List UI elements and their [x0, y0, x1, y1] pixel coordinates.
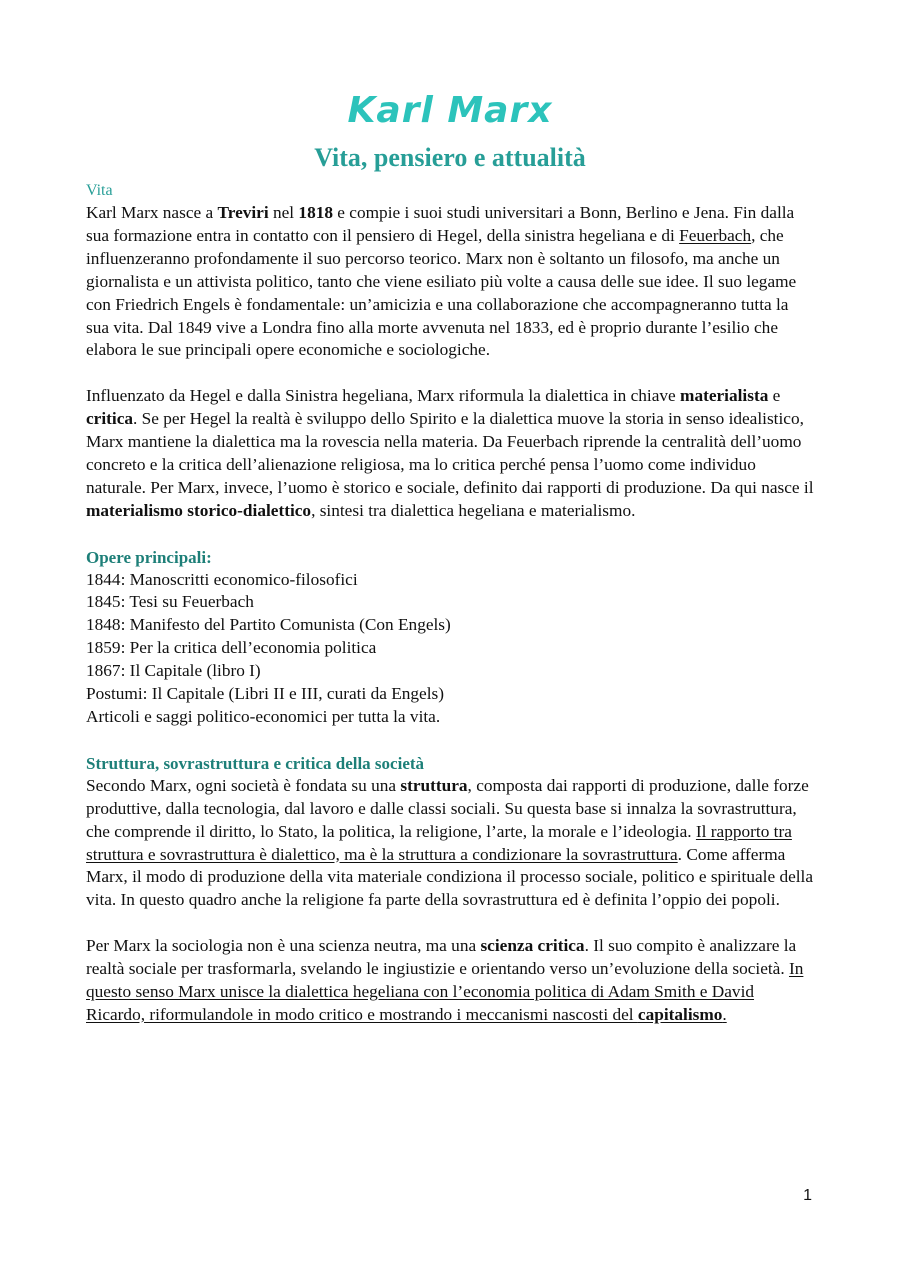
list-item: 1867: Il Capitale (libro I) [86, 661, 261, 681]
paragraph-vita-1: Karl Marx nasce a Treviri nel 1818 e compie i suoi studi universitari a Bonn, Berlino e Jena. Fin dalla sua formazione entra in contatto con il pensiero di Hegel, della sinistra hegeliana e di Feuerbach, che influenzeranno profondamente il suo percorso teorico. Marx non è soltanto un filosofo, ma anche un giornalista e un attivista politico, tanto che viene esiliato più volte a causa delle sue idee. Il suo legame con Friedrich Engels è fondamentale: un’amicizia e una collaborazione che accompagneranno tutta la sua vita. Dal 1849 vive a Londra fino alla morte avvenuta nel 1833, ed è proprio durante l’esilio che elabora le sue principali opere economiche e sociologiche. [86, 203, 797, 360]
underlined-rapporto: Il rapporto tra struttura e sovrastruttura è dialettico, ma è la struttura a condizionare la sovrastruttura [86, 821, 792, 864]
bold-critica: critica [86, 409, 134, 429]
bold-treviri: Treviri [217, 203, 269, 222]
bold-1818: 1818 [298, 203, 333, 222]
document-subtitle: Vita, pensiero e attualità [314, 143, 586, 172]
list-item: 1844: Manoscritti economico-filosofici [86, 569, 358, 589]
paragraph-struttura-2: Per Marx la sociologia non è una scienza neutra, ma una scienza critica. Il suo compito è analizzare la realtà sociale per trasformarla, svelando le ingiustizie e orientando verso un’evoluzione della società. In questo senso Marx unisce la dialettica hegeliana con l’economia politica di Adam Smith e David Ricardo, riformulandole in modo critico e mostrando i meccanismi nascosti del capitalismo. [86, 936, 804, 1024]
heading-struttura: Struttura, sovrastruttura e critica della società [86, 753, 425, 773]
underlined-conclusione: In questo senso Marx unisce la dialettica hegeliana con l’economia politica di Adam Smith e David Ricardo, riformulandole in modo critico e mostrando i meccanismi nascosti del capitalismo. [86, 959, 804, 1024]
document-title: Karl Marx [347, 90, 553, 131]
opere-list [86, 569, 814, 729]
list-item: Postumi: Il Capitale (Libri II e III, curati da Engels) [86, 684, 444, 704]
page-number: 1 [803, 1187, 812, 1204]
paragraph-vita-2: Influenzato da Hegel e dalla Sinistra hegeliana, Marx riformula la dialettica in chiave materialista e critica. Se per Hegel la realtà è sviluppo dello Spirito e la dialettica muove la storia in senso idealistico, Marx mantiene la dialettica ma la rovescia nella materia. Da Feuerbach riprende la centralità dell’uomo concreto e la critica dell’alienazione religiosa, ma lo critica perché pensa l’uomo come individuo naturale. Per Marx, invece, l’uomo è storico e sociale, definito dai rapporti di produzione. Da qui nasce il materialismo storico-dialettico, sintesi tra dialettica hegeliana e materialismo. [86, 386, 814, 520]
paragraph-struttura-1: Secondo Marx, ogni società è fondata su una struttura, composta dai rapporti di produzione, dalle forze produttive, dalla tecnologia, dal lavoro e dalle classi sociali. Su questa base si innalza la sovrastruttura, che comprende il diritto, lo Stato, la politica, la religione, l’arte, la morale e l’ideologia. Il rapporto tra struttura e sovrastruttura è dialettico, ma è la struttura a condizionare la sovrastruttura. Come afferma Marx, il modo di produzione della vita materiale condiziona il processo sociale, politico e spirituale della vita. In questo quadro anche la religione fa parte della sovrastruttura ed è definita l’oppio dei popoli. [86, 775, 814, 910]
list-item: 1845: Tesi su Feuerbach [86, 592, 254, 612]
list-item: 1848: Manifesto del Partito Comunista (Con Engels) [86, 615, 451, 635]
list-item: 1859: Per la critica dell’economia politica [86, 638, 377, 658]
underlined-feuerbach: Feuerbach [679, 225, 752, 245]
bold-materialismo-storico: materialismo storico-dialettico [86, 500, 312, 520]
bold-materialista: materialista [680, 386, 769, 406]
heading-opere: Opere principali: [86, 547, 212, 567]
bold-scienza-critica: scienza critica [480, 936, 585, 956]
list-item: Articoli e saggi politico-economici per tutta la vita. [86, 707, 441, 726]
document-content [86, 86, 814, 1027]
section-label-vita: Vita [86, 182, 113, 199]
bold-capitalismo: capitalismo [637, 1004, 723, 1024]
bold-struttura: struttura [400, 775, 468, 795]
